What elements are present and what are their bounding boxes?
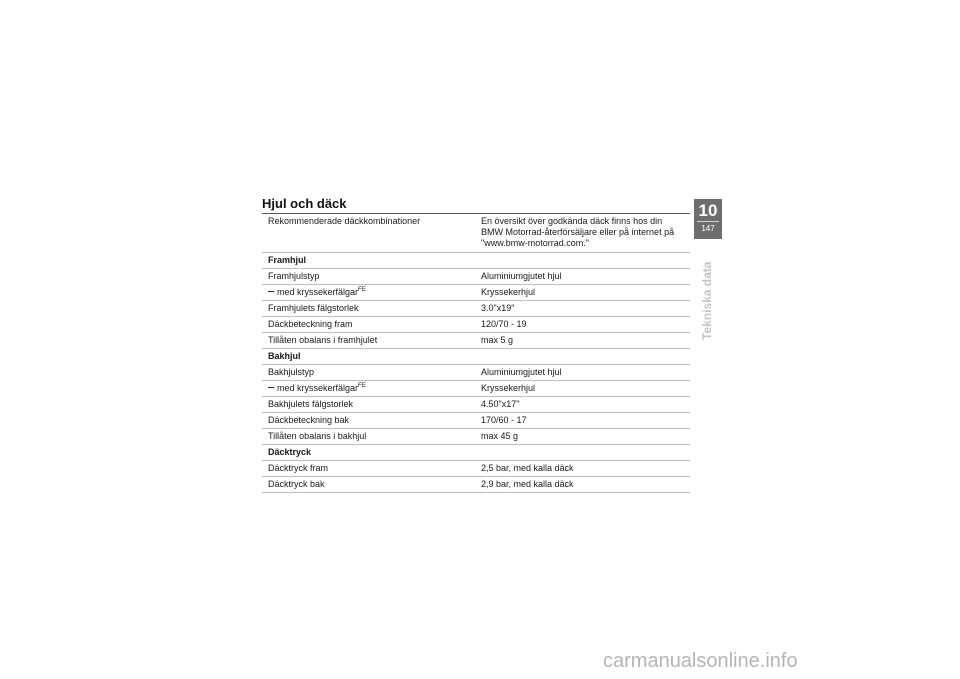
chapter-side-label: Tekniska data [700, 261, 714, 340]
spec-value: 3.0"x19" [481, 303, 515, 313]
spec-row [262, 317, 690, 333]
spec-label: Tillåten obalans i bakhjul [268, 431, 367, 441]
spec-value: max 5 g [481, 335, 514, 345]
footnote-marker: FE [358, 287, 366, 293]
spec-label: Framhjulstyp [268, 271, 320, 281]
spec-value: 2,9 bar, med kalla däck [481, 479, 574, 489]
spec-label: Bakhjulets fälgstorlek [268, 399, 354, 409]
spec-row [262, 365, 690, 381]
spec-label [262, 381, 475, 396]
spec-row [262, 461, 690, 477]
spec-label: Däckbeteckning fram [268, 319, 353, 329]
spec-label: Tillåten obalans i framhjulet [268, 335, 378, 345]
spec-row [262, 301, 690, 317]
spec-label: Framhjulets fälgstorlek [268, 303, 359, 313]
spec-row [262, 397, 690, 413]
spec-label-text: med kryssekerfälgar [277, 287, 359, 297]
spec-label: Bakhjulstyp [268, 367, 315, 377]
section-heading-dacktryck: Däcktryck [262, 445, 690, 461]
spec-row [262, 413, 690, 429]
spec-row [262, 477, 690, 493]
spec-value: Aluminiumgjutet hjul [481, 367, 562, 377]
spec-label: Däcktryck fram [268, 463, 329, 473]
spec-row [262, 381, 690, 397]
spec-value: 2,5 bar, med kalla däck [481, 463, 574, 473]
intro-value-line: En översikt över godkända däck finns hos din [481, 216, 663, 226]
spec-row [262, 269, 690, 285]
spec-label: Däcktryck bak [268, 479, 325, 489]
intro-row [262, 214, 690, 253]
dash-icon [268, 291, 274, 292]
dash-icon [268, 387, 274, 388]
spec-value: 120/70 - 19 [481, 319, 527, 329]
section-heading-bakhjul: Bakhjul [262, 349, 690, 365]
spec-label-text: med kryssekerfälgar [277, 383, 359, 393]
spec-value: Aluminiumgjutet hjul [481, 271, 562, 281]
intro-value-line: BMW Motorrad-återförsäljare eller på internet på [481, 227, 675, 237]
chapter-number: 10 [698, 201, 718, 220]
spec-value: Kryssekerhjul [481, 383, 536, 393]
page-number: 147 [701, 224, 715, 233]
spec-value: 4.50"x17" [481, 399, 520, 409]
spec-value: 170/60 - 17 [481, 415, 527, 425]
spec-row [262, 333, 690, 349]
spec-row [262, 429, 690, 445]
chapter-tab [694, 199, 722, 239]
footnote-marker: FE [358, 383, 366, 389]
watermark: carmanualsonline.info [603, 650, 798, 672]
intro-value-line: "www.bmw-motorrad.com." [481, 238, 589, 248]
spec-value: Kryssekerhjul [481, 287, 536, 297]
section-heading-framhjul: Framhjul [262, 253, 690, 269]
intro-label: Rekommenderade däckkombinationer [268, 216, 421, 226]
spec-value: max 45 g [481, 431, 519, 441]
spec-row [262, 285, 690, 301]
spec-table [262, 213, 690, 493]
intro-value [475, 214, 690, 252]
section-title: Hjul och däck [262, 196, 347, 211]
spec-label [262, 285, 475, 300]
spec-label: Däckbeteckning bak [268, 415, 350, 425]
